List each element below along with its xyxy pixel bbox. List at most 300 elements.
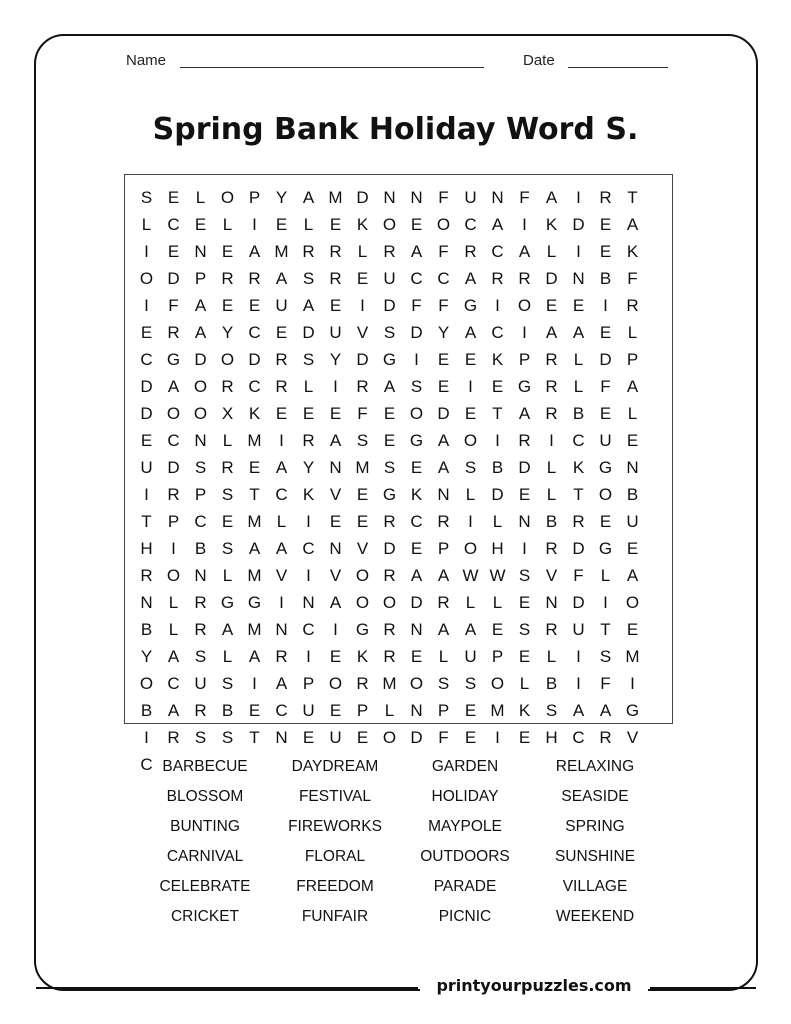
- grid-letter: E: [518, 646, 531, 666]
- grid-letter: L: [492, 511, 503, 531]
- grid-letter: E: [356, 268, 369, 288]
- grid-letter: V: [329, 565, 342, 585]
- grid-letter: E: [464, 349, 477, 369]
- grid-letter: F: [438, 241, 449, 261]
- grid-letter: C: [464, 214, 477, 234]
- footer-divider-left: [36, 987, 418, 989]
- grid-letter: I: [495, 727, 500, 747]
- grid-letter: G: [247, 592, 262, 612]
- grid-letter: E: [275, 322, 288, 342]
- word-search-grid: [133, 184, 646, 778]
- grid-letter: V: [545, 565, 558, 585]
- grid-letter: D: [383, 538, 396, 558]
- grid-letter: P: [248, 187, 261, 207]
- grid-letter: K: [491, 349, 504, 369]
- grid-letter: S: [383, 457, 396, 477]
- grid-letter: E: [518, 484, 531, 504]
- grid-letter: M: [247, 430, 262, 450]
- grid-letter: P: [194, 268, 207, 288]
- word-list-item: DAYDREAM: [291, 758, 379, 775]
- grid-letter: F: [411, 295, 422, 315]
- grid-letter: E: [167, 241, 180, 261]
- grid-letter: D: [410, 592, 423, 612]
- grid-letter: D: [302, 322, 315, 342]
- grid-letter: V: [356, 538, 369, 558]
- grid-letter: A: [248, 646, 261, 666]
- grid-letter: Y: [437, 322, 450, 342]
- grid-letter: A: [167, 376, 180, 396]
- grid-letter: O: [409, 403, 424, 423]
- grid-letter: E: [329, 295, 342, 315]
- grid-letter: L: [384, 700, 395, 720]
- date-field-line: [568, 67, 668, 68]
- grid-letter: I: [333, 619, 338, 639]
- word-list-item: WEEKEND: [555, 908, 635, 925]
- grid-letter: O: [139, 268, 154, 288]
- grid-letter: A: [194, 322, 207, 342]
- grid-letter: B: [491, 457, 504, 477]
- grid-letter: E: [302, 727, 315, 747]
- grid-letter: G: [625, 700, 640, 720]
- grid-letter: E: [626, 619, 639, 639]
- grid-letter: A: [329, 592, 342, 612]
- word-list-item: BARBECUE: [162, 758, 248, 775]
- grid-letter: K: [572, 457, 585, 477]
- word-list-item: CELEBRATE: [159, 878, 251, 895]
- name-field-line: [180, 67, 484, 68]
- grid-letter: D: [356, 349, 369, 369]
- grid-letter: N: [194, 430, 207, 450]
- grid-letter: M: [247, 511, 262, 531]
- grid-letter: S: [221, 673, 234, 693]
- grid-letter: B: [545, 673, 558, 693]
- grid-letter: I: [252, 214, 257, 234]
- grid-letter: S: [194, 727, 207, 747]
- grid-letter: A: [572, 322, 585, 342]
- grid-letter: N: [275, 727, 288, 747]
- grid-letter: L: [141, 214, 152, 234]
- grid-letter: T: [492, 403, 503, 423]
- grid-letter: D: [518, 457, 531, 477]
- word-list-item: FLORAL: [304, 848, 366, 865]
- grid-letter: Y: [140, 646, 153, 666]
- grid-letter: A: [275, 268, 288, 288]
- word-list-item: CARNIVAL: [166, 848, 244, 865]
- grid-letter: P: [437, 538, 450, 558]
- grid-letter: I: [144, 484, 149, 504]
- grid-letter: P: [491, 646, 504, 666]
- grid-letter: S: [410, 376, 423, 396]
- grid-letter: E: [599, 241, 612, 261]
- grid-letter: G: [409, 430, 424, 450]
- grid-letter: A: [545, 322, 558, 342]
- grid-letter: A: [491, 214, 504, 234]
- grid-letter: S: [221, 538, 234, 558]
- grid-letter: E: [599, 322, 612, 342]
- grid-letter: R: [572, 511, 585, 531]
- grid-letter: A: [437, 457, 450, 477]
- grid-letter: N: [626, 457, 639, 477]
- grid-letter: F: [438, 187, 449, 207]
- grid-letter: E: [275, 214, 288, 234]
- grid-letter: F: [438, 727, 449, 747]
- grid-letter: I: [576, 187, 581, 207]
- grid-letter: R: [383, 241, 396, 261]
- grid-letter: I: [360, 295, 365, 315]
- grid-letter: B: [572, 403, 585, 423]
- grid-letter: O: [139, 673, 154, 693]
- grid-letter: G: [166, 349, 181, 369]
- grid-letter: E: [545, 295, 558, 315]
- grid-letter: I: [252, 673, 257, 693]
- grid-letter: I: [495, 295, 500, 315]
- grid-letter: L: [627, 322, 638, 342]
- grid-letter: F: [357, 403, 368, 423]
- grid-letter: C: [248, 376, 261, 396]
- grid-letter: L: [546, 457, 557, 477]
- word-list-item: BUNTING: [170, 818, 240, 835]
- grid-letter: S: [221, 484, 234, 504]
- grid-letter: O: [193, 376, 208, 396]
- grid-letter: L: [303, 376, 314, 396]
- grid-letter: D: [572, 592, 585, 612]
- grid-letter: O: [490, 673, 505, 693]
- grid-letter: D: [599, 349, 612, 369]
- grid-letter: L: [546, 241, 557, 261]
- word-list-item: CRICKET: [170, 908, 240, 925]
- grid-letter: E: [410, 646, 423, 666]
- grid-letter: D: [140, 376, 153, 396]
- grid-letter: E: [329, 700, 342, 720]
- grid-letter: D: [167, 457, 180, 477]
- grid-letter: R: [437, 592, 450, 612]
- grid-letter: M: [355, 457, 370, 477]
- grid-letter: U: [302, 700, 315, 720]
- grid-letter: E: [437, 376, 450, 396]
- grid-letter: P: [626, 349, 639, 369]
- grid-letter: F: [168, 295, 179, 315]
- grid-letter: R: [599, 187, 612, 207]
- grid-letter: R: [302, 241, 315, 261]
- grid-letter: U: [599, 430, 612, 450]
- grid-letter: E: [167, 187, 180, 207]
- grid-letter: R: [275, 376, 288, 396]
- grid-letter: I: [468, 511, 473, 531]
- grid-letter: N: [410, 187, 423, 207]
- grid-letter: F: [519, 187, 530, 207]
- grid-letter: O: [166, 565, 181, 585]
- grid-letter: O: [598, 484, 613, 504]
- grid-letter: E: [437, 349, 450, 369]
- grid-letter: D: [140, 403, 153, 423]
- grid-letter: K: [248, 403, 261, 423]
- grid-letter: U: [464, 646, 477, 666]
- grid-letter: A: [464, 322, 477, 342]
- grid-letter: A: [302, 295, 315, 315]
- grid-letter: F: [627, 268, 638, 288]
- grid-letter: R: [545, 619, 558, 639]
- grid-letter: E: [626, 430, 639, 450]
- grid-letter: R: [248, 268, 261, 288]
- grid-letter: I: [279, 592, 284, 612]
- grid-letter: L: [600, 565, 611, 585]
- grid-letter: O: [220, 349, 235, 369]
- grid-letter: L: [627, 403, 638, 423]
- grid-letter: D: [572, 214, 585, 234]
- grid-letter: E: [383, 403, 396, 423]
- grid-letter: V: [329, 484, 342, 504]
- grid-letter: K: [626, 241, 639, 261]
- grid-letter: K: [410, 484, 423, 504]
- grid-letter: E: [275, 403, 288, 423]
- grid-letter: A: [437, 565, 450, 585]
- grid-letter: T: [249, 484, 260, 504]
- grid-letter: R: [518, 430, 531, 450]
- grid-letter: A: [167, 700, 180, 720]
- grid-letter: I: [603, 592, 608, 612]
- name-label: Name: [126, 52, 167, 69]
- grid-letter: S: [194, 457, 207, 477]
- grid-letter: S: [437, 673, 450, 693]
- footer-site: printyourpuzzles.com: [420, 976, 648, 995]
- grid-letter: R: [518, 268, 531, 288]
- grid-letter: I: [549, 430, 554, 450]
- grid-letter: A: [221, 619, 234, 639]
- grid-letter: M: [625, 646, 640, 666]
- grid-letter: C: [194, 511, 207, 531]
- grid-letter: F: [573, 565, 584, 585]
- grid-letter: I: [144, 727, 149, 747]
- page-title: Spring Bank Holiday Word S.: [152, 112, 639, 147]
- grid-letter: F: [438, 295, 449, 315]
- grid-letter: E: [221, 241, 234, 261]
- grid-letter: A: [329, 430, 342, 450]
- grid-letter: S: [599, 646, 612, 666]
- grid-letter: S: [383, 322, 396, 342]
- grid-letter: C: [167, 214, 180, 234]
- grid-letter: I: [279, 430, 284, 450]
- grid-letter: B: [545, 511, 558, 531]
- grid-letter: E: [329, 403, 342, 423]
- grid-letter: N: [572, 268, 585, 288]
- grid-letter: B: [194, 538, 207, 558]
- grid-letter: A: [437, 619, 450, 639]
- grid-letter: E: [410, 214, 423, 234]
- grid-letter: L: [438, 646, 449, 666]
- grid-letter: O: [355, 592, 370, 612]
- grid-letter: C: [437, 268, 450, 288]
- grid-letter: N: [329, 457, 342, 477]
- grid-letter: R: [545, 403, 558, 423]
- grid-letter: L: [222, 565, 233, 585]
- grid-letter: L: [573, 349, 584, 369]
- grid-letter: V: [626, 727, 639, 747]
- grid-letter: L: [546, 646, 557, 666]
- grid-letter: D: [410, 322, 423, 342]
- grid-letter: I: [576, 646, 581, 666]
- grid-letter: B: [140, 700, 153, 720]
- grid-letter: W: [489, 565, 506, 585]
- grid-letter: E: [194, 214, 207, 234]
- grid-letter: R: [545, 376, 558, 396]
- grid-letter: E: [248, 295, 261, 315]
- grid-letter: I: [576, 673, 581, 693]
- grid-letter: Y: [329, 349, 342, 369]
- grid-letter: C: [275, 700, 288, 720]
- grid-letter: O: [220, 187, 235, 207]
- grid-letter: I: [306, 565, 311, 585]
- grid-letter: U: [329, 727, 342, 747]
- grid-letter: E: [464, 403, 477, 423]
- grid-letter: A: [599, 700, 612, 720]
- grid-letter: L: [465, 484, 476, 504]
- grid-letter: C: [248, 322, 261, 342]
- grid-letter: I: [171, 538, 176, 558]
- grid-letter: O: [625, 592, 640, 612]
- grid-letter: F: [600, 376, 611, 396]
- grid-letter: L: [168, 619, 179, 639]
- grid-letter: A: [410, 565, 423, 585]
- grid-letter: E: [140, 322, 153, 342]
- grid-letter: S: [194, 646, 207, 666]
- grid-letter: G: [220, 592, 235, 612]
- grid-letter: Y: [275, 187, 288, 207]
- grid-letter: P: [518, 349, 531, 369]
- grid-letter: L: [546, 484, 557, 504]
- grid-letter: G: [517, 376, 532, 396]
- grid-letter: D: [545, 268, 558, 288]
- grid-letter: O: [409, 673, 424, 693]
- grid-letter: L: [519, 673, 530, 693]
- grid-letter: K: [302, 484, 315, 504]
- grid-letter: R: [167, 727, 180, 747]
- grid-letter: E: [221, 295, 234, 315]
- grid-letter: E: [356, 727, 369, 747]
- grid-letter: D: [356, 187, 369, 207]
- grid-letter: I: [522, 322, 527, 342]
- grid-letter: R: [140, 565, 153, 585]
- grid-letter: O: [382, 214, 397, 234]
- grid-letter: L: [492, 592, 503, 612]
- grid-letter: B: [221, 700, 234, 720]
- word-list-item: BLOSSOM: [166, 788, 244, 805]
- grid-letter: A: [464, 268, 477, 288]
- grid-letter: U: [275, 295, 288, 315]
- grid-letter: C: [410, 511, 423, 531]
- grid-letter: K: [545, 214, 558, 234]
- grid-letter: U: [626, 511, 639, 531]
- grid-letter: X: [221, 403, 234, 423]
- grid-letter: L: [465, 592, 476, 612]
- grid-letter: M: [274, 241, 289, 261]
- grid-letter: M: [490, 700, 505, 720]
- grid-letter: R: [437, 511, 450, 531]
- grid-letter: S: [302, 268, 315, 288]
- grid-letter: M: [382, 673, 397, 693]
- grid-letter: R: [221, 376, 234, 396]
- grid-letter: N: [329, 538, 342, 558]
- word-list-item: VILLAGE: [562, 878, 628, 895]
- grid-letter: I: [414, 349, 419, 369]
- grid-letter: E: [329, 214, 342, 234]
- grid-letter: L: [195, 187, 206, 207]
- grid-letter: N: [410, 619, 423, 639]
- grid-letter: M: [247, 619, 262, 639]
- grid-letter: G: [463, 295, 478, 315]
- grid-letter: E: [491, 619, 504, 639]
- grid-letter: A: [167, 646, 180, 666]
- grid-letter: C: [275, 484, 288, 504]
- grid-letter: E: [248, 700, 261, 720]
- grid-letter: A: [302, 187, 315, 207]
- grid-letter: T: [627, 187, 638, 207]
- grid-letter: E: [572, 295, 585, 315]
- grid-letter: K: [356, 214, 369, 234]
- grid-letter: L: [357, 241, 368, 261]
- grid-letter: D: [491, 484, 504, 504]
- grid-letter: D: [437, 403, 450, 423]
- grid-letter: V: [275, 565, 288, 585]
- grid-letter: R: [383, 619, 396, 639]
- grid-letter: N: [518, 511, 531, 531]
- grid-letter: R: [383, 565, 396, 585]
- word-list-item: PICNIC: [438, 908, 492, 925]
- grid-letter: D: [167, 268, 180, 288]
- word-list-item: FREEDOM: [296, 878, 374, 895]
- grid-letter: R: [167, 484, 180, 504]
- grid-letter: C: [167, 673, 180, 693]
- grid-letter: E: [410, 538, 423, 558]
- grid-letter: R: [356, 673, 369, 693]
- grid-letter: U: [194, 673, 207, 693]
- grid-letter: G: [382, 349, 397, 369]
- grid-letter: E: [410, 457, 423, 477]
- grid-letter: G: [382, 484, 397, 504]
- grid-letter: E: [518, 592, 531, 612]
- grid-letter: W: [462, 565, 479, 585]
- grid-letter: O: [382, 592, 397, 612]
- grid-letter: P: [194, 484, 207, 504]
- word-list-item: SUNSHINE: [554, 848, 636, 865]
- grid-letter: U: [383, 268, 396, 288]
- grid-letter: C: [572, 727, 585, 747]
- grid-letter: M: [247, 565, 262, 585]
- grid-letter: A: [626, 376, 639, 396]
- grid-letter: O: [355, 565, 370, 585]
- grid-letter: A: [275, 457, 288, 477]
- grid-letter: N: [302, 592, 315, 612]
- grid-letter: G: [598, 457, 613, 477]
- grid-letter: O: [193, 403, 208, 423]
- grid-letter: A: [248, 538, 261, 558]
- grid-letter: N: [491, 187, 504, 207]
- grid-letter: C: [491, 322, 504, 342]
- grid-letter: P: [167, 511, 180, 531]
- grid-letter: E: [356, 484, 369, 504]
- grid-letter: A: [626, 565, 639, 585]
- grid-letter: C: [572, 430, 585, 450]
- grid-letter: L: [222, 430, 233, 450]
- grid-letter: F: [600, 673, 611, 693]
- grid-letter: C: [410, 268, 423, 288]
- grid-letter: B: [140, 619, 153, 639]
- grid-letter: A: [383, 376, 396, 396]
- grid-letter: E: [599, 511, 612, 531]
- grid-letter: N: [410, 700, 423, 720]
- grid-letter: R: [194, 700, 207, 720]
- grid-letter: N: [194, 565, 207, 585]
- grid-letter: E: [599, 214, 612, 234]
